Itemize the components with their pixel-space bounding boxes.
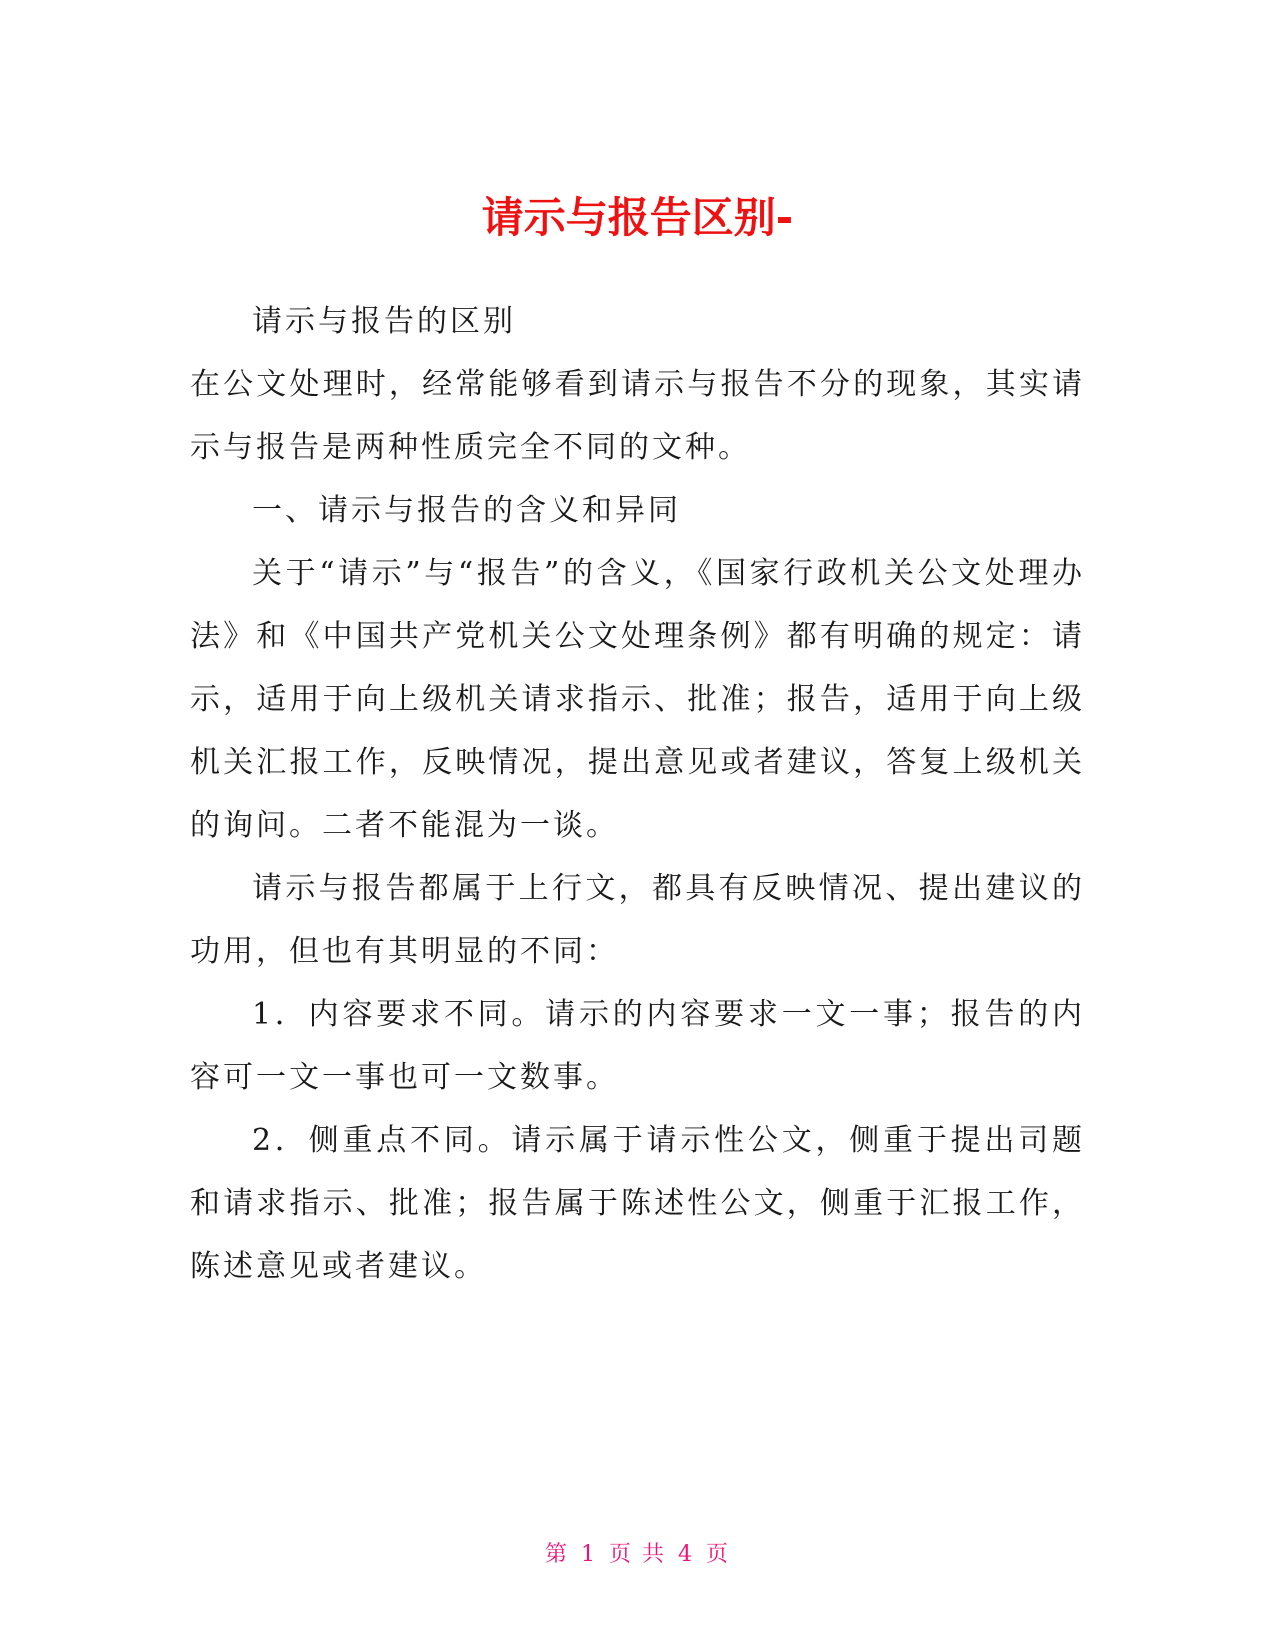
footer-suffix: 页 <box>706 1542 731 1567</box>
document-body <box>190 290 1085 1298</box>
footer-prefix: 第 <box>544 1542 569 1567</box>
paragraph-2: 在公文处理时，经常能够看到请示与报告不分的现象，其实请示与报告是两种性质完全不同的文种。 <box>190 367 1085 465</box>
paragraph-5: 请示与报告都属于上行文，都具有反映情况、提出建议的功用，但也有其明显的不同： <box>190 871 1085 969</box>
paragraph-6: 1．内容要求不同。请示的内容要求一文一事；报告的内容可一文一事也可一文数事。 <box>190 997 1085 1095</box>
footer-mid: 页 共 <box>609 1542 666 1567</box>
paragraph-3: 一、请示与报告的含义和异同 <box>252 493 681 528</box>
footer-page-current: 1 <box>581 1542 597 1567</box>
page-title: 请示与报告区别- <box>481 193 794 243</box>
footer-page-total: 4 <box>678 1542 694 1567</box>
paragraph-7: 2．侧重点不同。请示属于请示性公文，侧重于提出司题和请求指示、批准；报告属于陈述性公文，侧重于汇报工作，陈述意见或者建议。 <box>190 1123 1085 1284</box>
paragraph-4: 关于“请示”与“报告”的含义，《国家行政机关公文处理办法》和《中国共产党机关公文处理条例》都有明确的规定：请示，适用于向上级机关请求指示、批准；报告，适用于向上级机关汇报工作，反映情况，提出意见或者建议，答复上级机关的询问。二者不能混为一谈。 <box>190 556 1085 843</box>
page-footer <box>0 1537 1275 1568</box>
paragraph-1: 请示与报告的区别 <box>252 304 516 339</box>
